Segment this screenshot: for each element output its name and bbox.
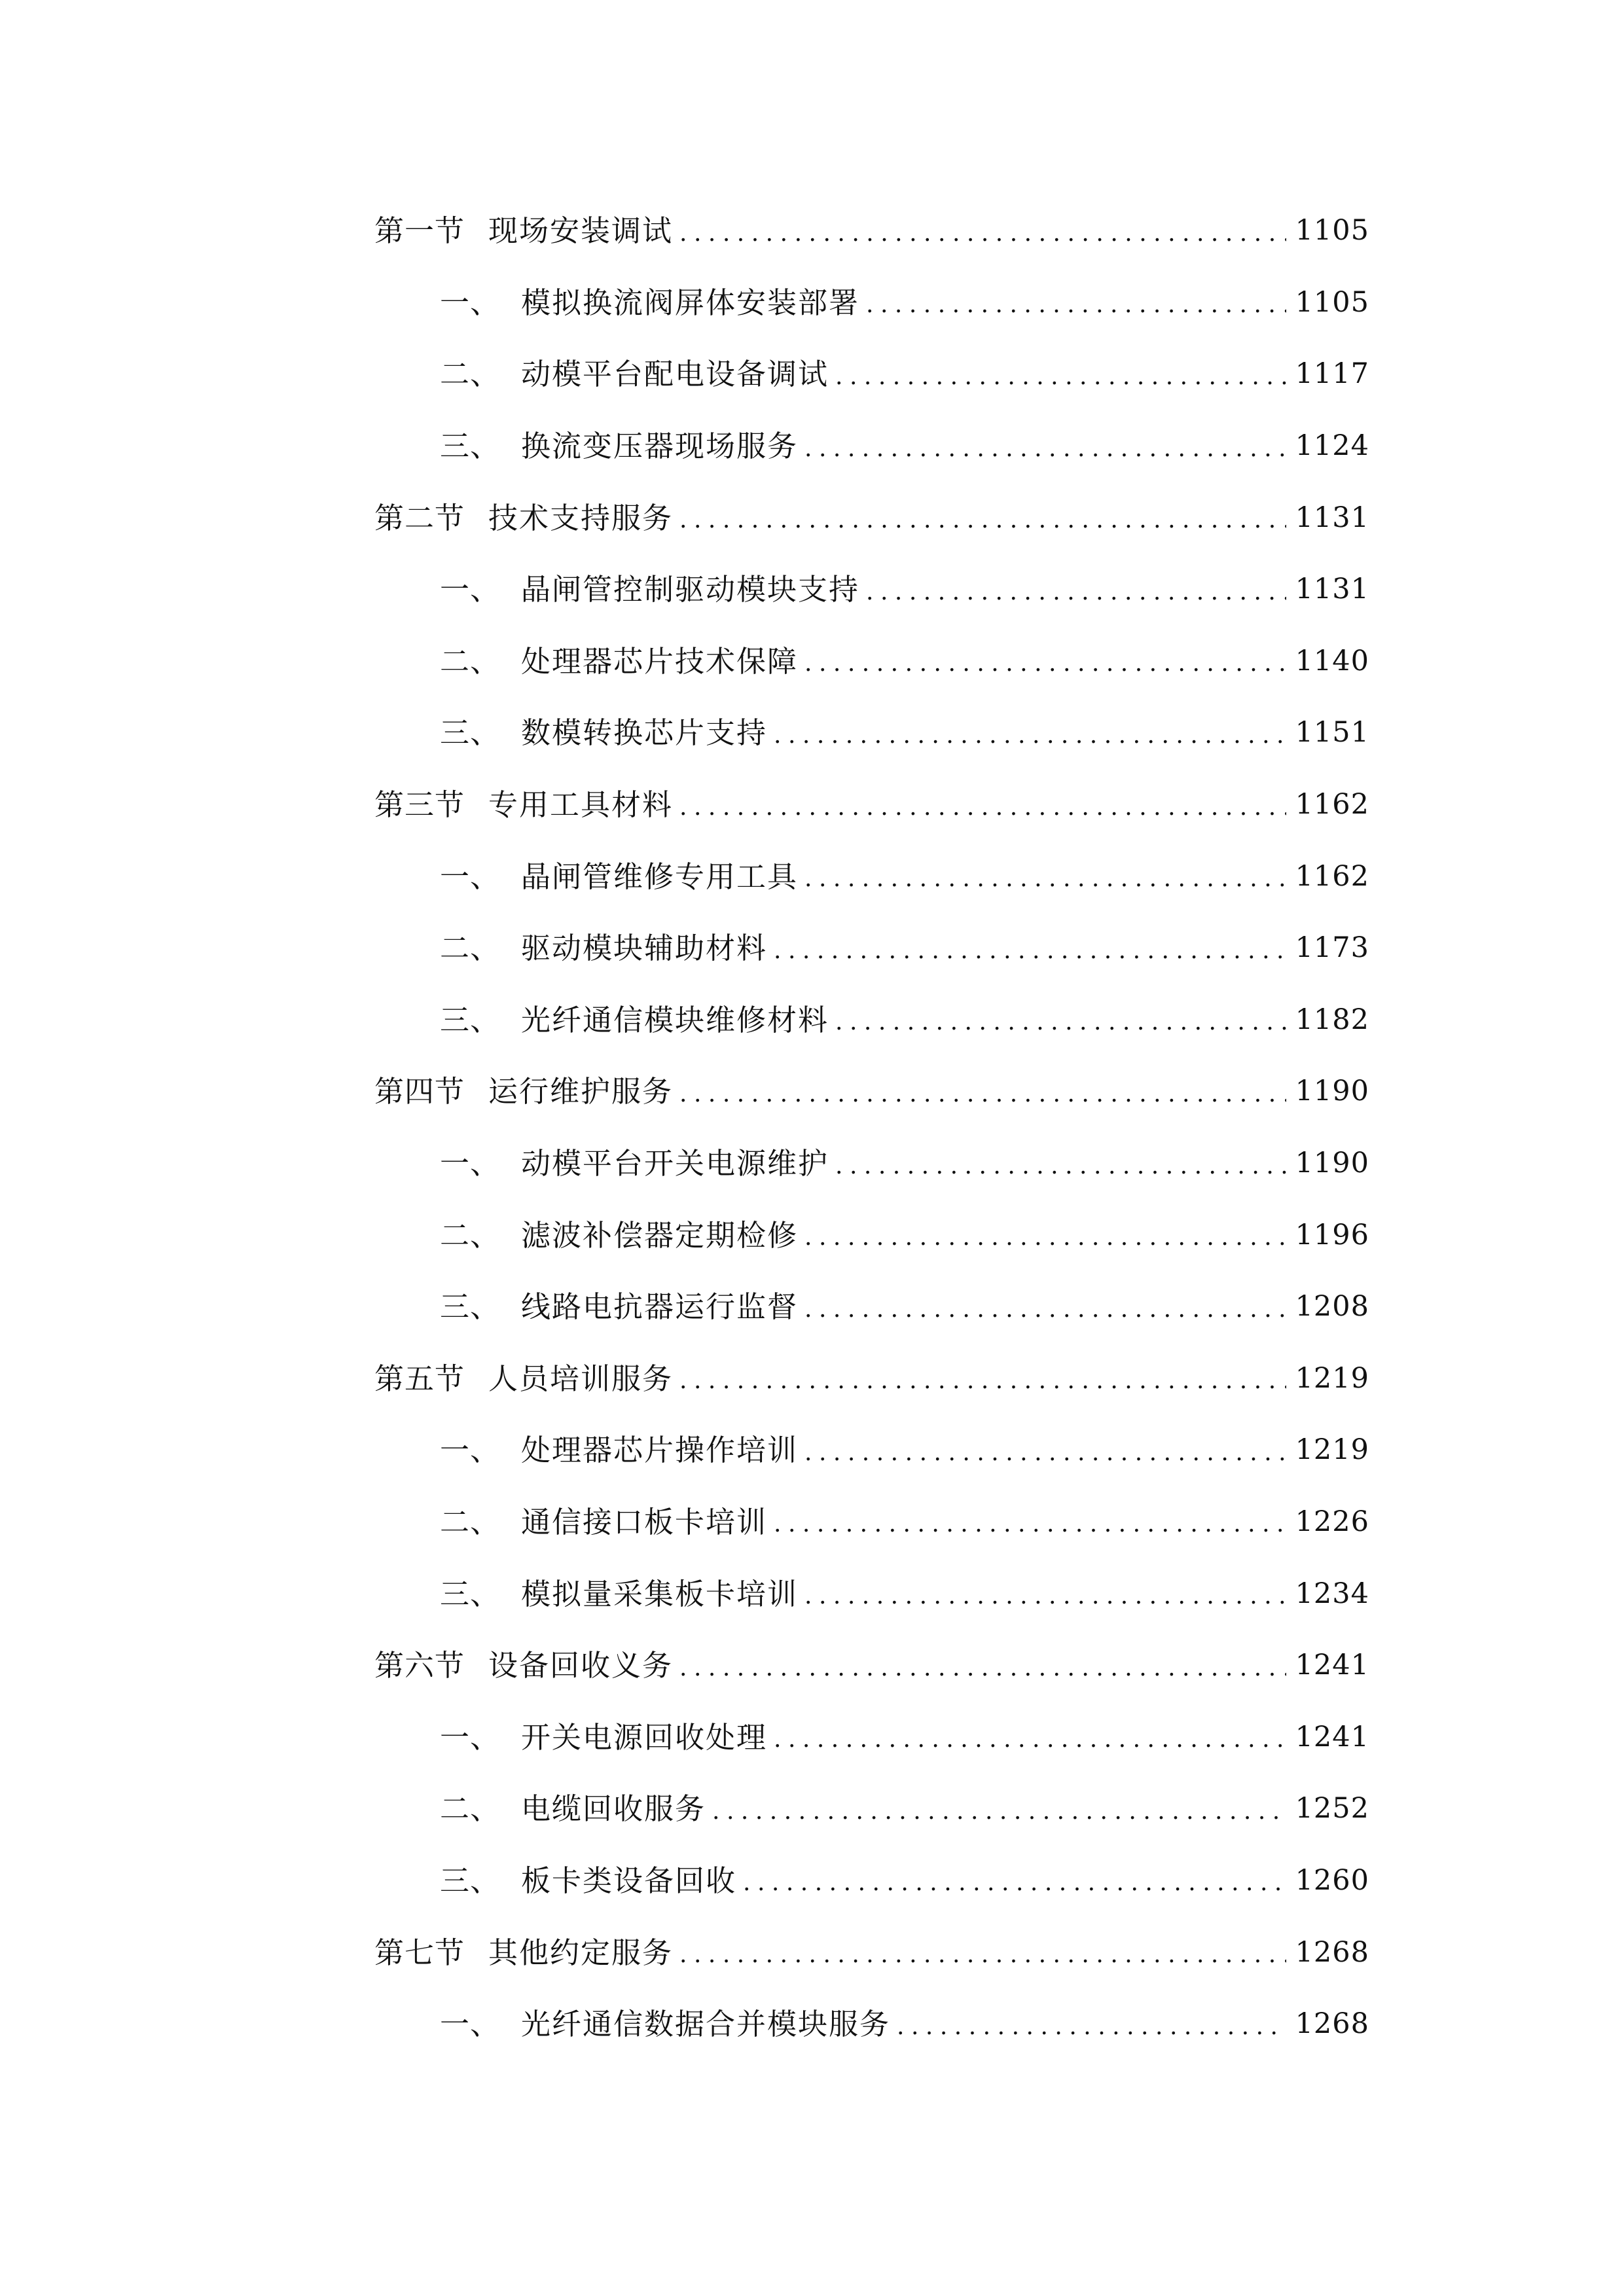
toc-entry-title: 技术支持服务 — [488, 500, 674, 535]
toc-subsection-entry[interactable] — [374, 1271, 1369, 1343]
toc-entry-title: 动模平台开关电源维护 — [521, 1146, 829, 1181]
toc-dot-leader — [743, 1871, 1286, 1895]
toc-dot-leader — [679, 1083, 1286, 1106]
toc-entry-number: 二、 — [440, 931, 501, 966]
toc-dot-leader — [804, 867, 1286, 891]
toc-entry-title: 处理器芯片技术保障 — [521, 643, 799, 679]
toc-entry-number: 第六节 — [374, 1648, 465, 1683]
toc-subsection-entry[interactable] — [374, 267, 1369, 339]
toc-dot-leader — [835, 1155, 1286, 1178]
toc-subsection-entry[interactable] — [374, 554, 1369, 626]
toc-subsection-entry[interactable] — [374, 1558, 1369, 1630]
toc-entry-number: 三、 — [440, 715, 501, 751]
toc-entry-number: 第五节 — [374, 1361, 465, 1396]
toc-entry-title: 运行维护服务 — [488, 1074, 674, 1109]
toc-subsection-entry[interactable] — [374, 626, 1369, 698]
toc-dot-leader — [804, 437, 1286, 461]
toc-page-number: 1162 — [1295, 788, 1369, 821]
toc-entry-number: 一、 — [440, 1146, 501, 1181]
toc-dot-leader — [774, 939, 1286, 963]
toc-entry-number: 一、 — [440, 572, 501, 607]
toc-entry-title: 数模转换芯片支持 — [521, 715, 768, 751]
toc-entry-number: 三、 — [440, 1576, 501, 1611]
toc-subsection-entry[interactable] — [374, 840, 1369, 912]
toc-entry-title: 晶闸管维修专用工具 — [521, 859, 799, 894]
toc-subsection-entry[interactable] — [374, 984, 1369, 1056]
toc-entry-title: 开关电源回收处理 — [521, 1719, 768, 1755]
toc-page-number: 1234 — [1295, 1577, 1369, 1610]
toc-entry-title: 设备回收义务 — [488, 1648, 674, 1683]
toc-entry-title: 动模平台配电设备调试 — [521, 357, 829, 392]
toc-entry-number: 第三节 — [374, 787, 465, 823]
table-of-contents — [374, 195, 1369, 2060]
toc-subsection-entry[interactable] — [374, 1988, 1369, 2060]
toc-section-entry[interactable] — [374, 1343, 1369, 1415]
toc-dot-leader — [679, 222, 1286, 245]
toc-dot-leader — [679, 509, 1286, 532]
toc-entry-number: 二、 — [440, 643, 501, 679]
toc-entry-title: 线路电抗器运行监督 — [521, 1289, 799, 1325]
toc-page-number: 1268 — [1295, 2007, 1369, 2041]
toc-page-number: 1117 — [1295, 357, 1369, 391]
toc-page-number: 1190 — [1295, 1075, 1369, 1108]
toc-page-number: 1226 — [1295, 1505, 1369, 1538]
toc-entry-title: 专用工具材料 — [488, 787, 674, 823]
toc-page-number: 1252 — [1295, 1792, 1369, 1825]
toc-entry-number: 三、 — [440, 1002, 501, 1037]
toc-dot-leader — [679, 796, 1286, 819]
toc-page-number: 1182 — [1295, 1003, 1369, 1036]
toc-entry-title: 人员培训服务 — [488, 1361, 674, 1396]
toc-dot-leader — [679, 1657, 1286, 1680]
toc-section-entry[interactable] — [374, 195, 1369, 267]
toc-page-number: 1196 — [1295, 1218, 1369, 1251]
toc-entry-title: 现场安装调试 — [488, 213, 674, 249]
toc-subsection-entry[interactable] — [374, 410, 1369, 482]
toc-entry-number: 三、 — [440, 1289, 501, 1325]
toc-page-number: 1173 — [1295, 931, 1369, 965]
toc-page-number: 1190 — [1295, 1147, 1369, 1180]
toc-subsection-entry[interactable] — [374, 1845, 1369, 1917]
toc-page-number: 1219 — [1295, 1433, 1369, 1467]
toc-entry-title: 电缆回收服务 — [521, 1791, 706, 1827]
toc-entry-title: 光纤通信数据合并模块服务 — [521, 2007, 891, 2042]
toc-dot-leader — [804, 1585, 1286, 1608]
toc-entry-title: 处理器芯片操作培训 — [521, 1433, 799, 1468]
toc-entry-title: 晶闸管控制驱动模块支持 — [521, 572, 860, 607]
toc-subsection-entry[interactable] — [374, 1701, 1369, 1773]
toc-page-number: 1151 — [1295, 716, 1369, 749]
toc-dot-leader — [774, 1513, 1286, 1536]
toc-entry-number: 一、 — [440, 859, 501, 894]
toc-subsection-entry[interactable] — [374, 1199, 1369, 1271]
toc-dot-leader — [866, 293, 1286, 317]
toc-page-number: 1131 — [1295, 501, 1369, 534]
toc-entry-number: 三、 — [440, 429, 501, 464]
toc-dot-leader — [774, 1728, 1286, 1751]
toc-entry-number: 三、 — [440, 1863, 501, 1898]
toc-section-entry[interactable] — [374, 1916, 1369, 1988]
toc-entry-title: 通信接口板卡培训 — [521, 1504, 768, 1539]
toc-subsection-entry[interactable] — [374, 912, 1369, 984]
toc-section-entry[interactable] — [374, 482, 1369, 554]
toc-subsection-entry[interactable] — [374, 1773, 1369, 1845]
toc-entry-number: 第七节 — [374, 1935, 465, 1970]
toc-dot-leader — [774, 724, 1286, 747]
toc-dot-leader — [835, 1011, 1286, 1034]
toc-entry-number: 一、 — [440, 1433, 501, 1468]
toc-dot-leader — [679, 1943, 1286, 1967]
toc-page-number: 1241 — [1295, 1649, 1369, 1682]
toc-entry-title: 模拟量采集板卡培训 — [521, 1576, 799, 1611]
toc-entry-title: 模拟换流阀屏体安装部署 — [521, 285, 860, 320]
toc-page-number: 1219 — [1295, 1361, 1369, 1395]
toc-entry-number: 二、 — [440, 1791, 501, 1827]
toc-entry-title: 板卡类设备回收 — [521, 1863, 737, 1898]
toc-page-number: 1268 — [1295, 1935, 1369, 1969]
toc-page-number: 1140 — [1295, 644, 1369, 677]
toc-dot-leader — [897, 2015, 1286, 2039]
toc-page-number: 1260 — [1295, 1863, 1369, 1897]
toc-entry-title: 光纤通信模块维修材料 — [521, 1002, 829, 1037]
toc-page-number: 1162 — [1295, 859, 1369, 893]
toc-dot-leader — [804, 1226, 1286, 1249]
toc-entry-number: 二、 — [440, 1217, 501, 1253]
toc-entry-title: 换流变压器现场服务 — [521, 429, 799, 464]
toc-subsection-entry[interactable] — [374, 697, 1369, 769]
toc-dot-leader — [804, 1441, 1286, 1465]
toc-dot-leader — [866, 581, 1286, 604]
toc-dot-leader — [804, 652, 1286, 675]
toc-dot-leader — [712, 1800, 1286, 1823]
toc-page-number: 1105 — [1295, 214, 1369, 247]
toc-dot-leader — [804, 1298, 1286, 1321]
toc-subsection-entry[interactable] — [374, 338, 1369, 410]
toc-entry-number: 第二节 — [374, 500, 465, 535]
toc-entry-number: 一、 — [440, 285, 501, 320]
toc-page-number: 1105 — [1295, 285, 1369, 319]
toc-section-entry[interactable] — [374, 769, 1369, 841]
toc-dot-leader — [679, 1369, 1286, 1393]
toc-page-number: 1241 — [1295, 1720, 1369, 1753]
toc-subsection-entry[interactable] — [374, 1128, 1369, 1200]
toc-page-number: 1124 — [1295, 429, 1369, 463]
toc-entry-number: 第四节 — [374, 1074, 465, 1109]
toc-entry-title: 其他约定服务 — [488, 1935, 674, 1970]
toc-dot-leader — [835, 365, 1286, 389]
toc-entry-number: 二、 — [440, 357, 501, 392]
toc-page-number: 1208 — [1295, 1290, 1369, 1323]
toc-section-entry[interactable] — [374, 1056, 1369, 1128]
toc-entry-number: 一、 — [440, 2007, 501, 2042]
toc-entry-number: 第一节 — [374, 213, 465, 249]
toc-page-number: 1131 — [1295, 573, 1369, 606]
toc-entry-number: 二、 — [440, 1504, 501, 1539]
toc-entry-title: 驱动模块辅助材料 — [521, 931, 768, 966]
toc-subsection-entry[interactable] — [374, 1486, 1369, 1558]
toc-section-entry[interactable] — [374, 1630, 1369, 1702]
toc-entry-number: 一、 — [440, 1719, 501, 1755]
toc-entry-title: 滤波补偿器定期检修 — [521, 1217, 799, 1253]
toc-subsection-entry[interactable] — [374, 1414, 1369, 1486]
